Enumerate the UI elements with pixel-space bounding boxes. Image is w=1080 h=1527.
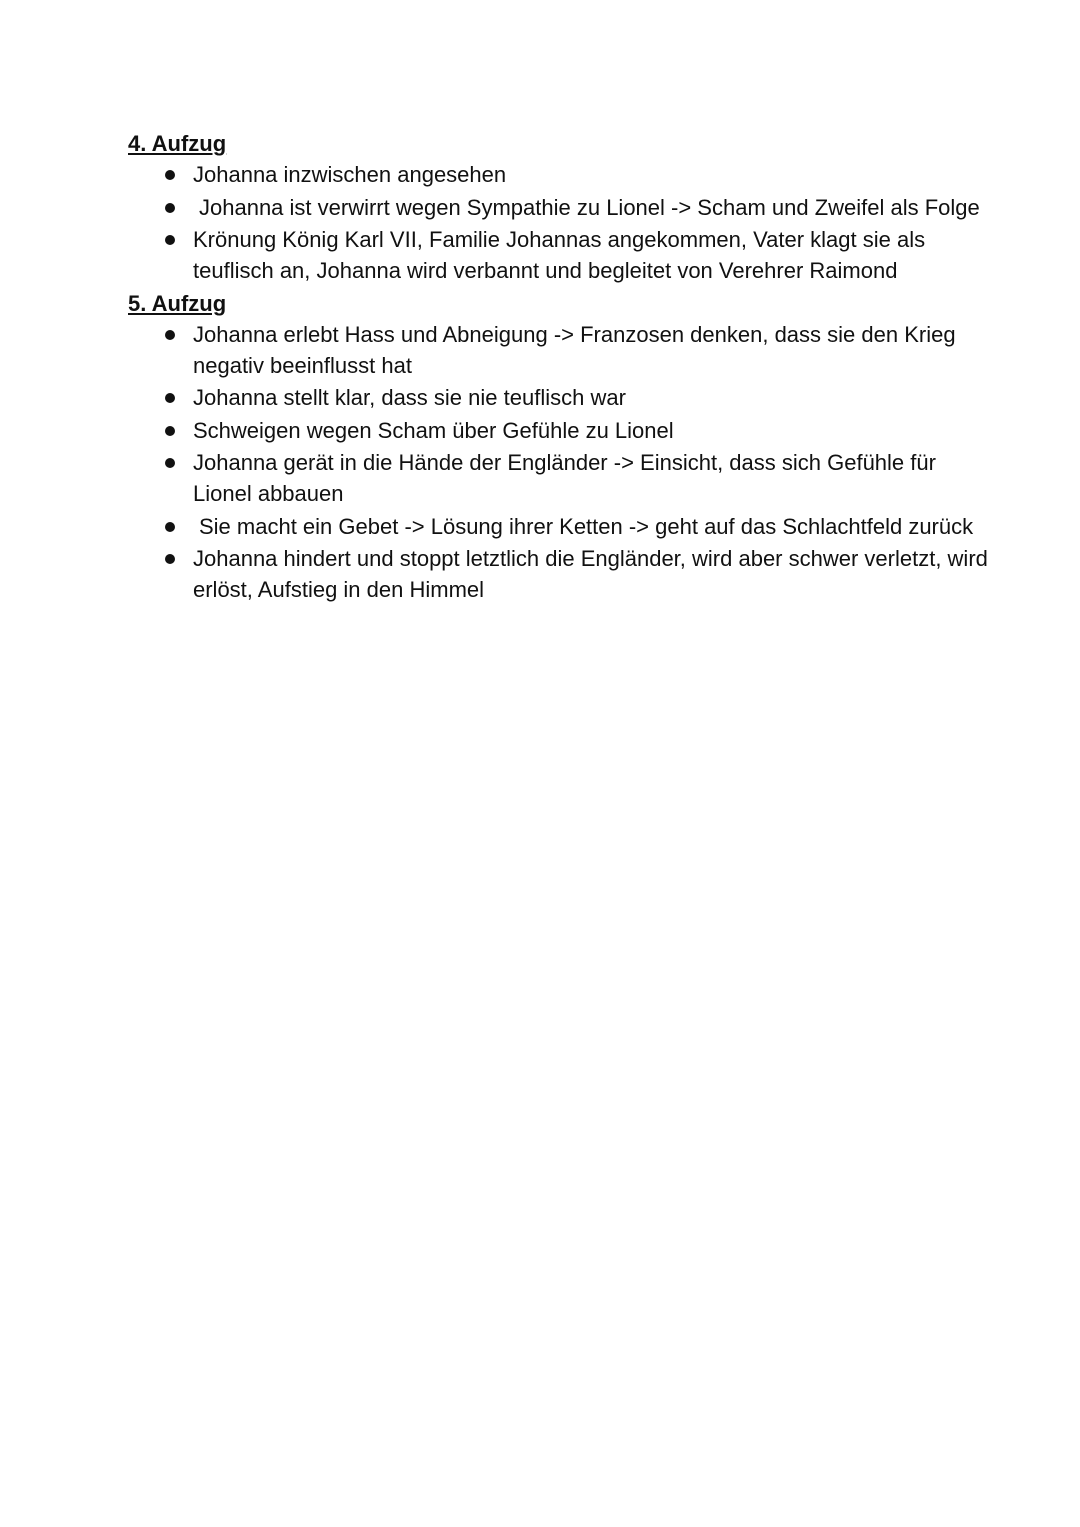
list-item-text: Sie macht ein Gebet -> Lösung ihrer Ketten -> geht auf das Schlachtfeld zurück <box>199 513 974 539</box>
list-item-text: Schweigen wegen Scham über Gefühle zu Lionel <box>193 417 674 443</box>
section-heading-aufzug-5: 5. Aufzug <box>128 290 227 316</box>
bullet-icon <box>165 170 175 180</box>
list-item <box>193 192 988 223</box>
list-item <box>193 511 988 542</box>
section-heading-aufzug-4: 4. Aufzug <box>128 131 227 156</box>
bullet-icon <box>165 330 175 340</box>
bullet-icon <box>165 235 175 245</box>
bullet-icon <box>165 393 175 403</box>
list-item-text: Johanna hindert und stoppt letztlich die Engländer, wird aber schwer verletzt, wird erlöst, Aufstieg in den Himmel <box>193 546 988 602</box>
list-item <box>193 319 988 381</box>
bullet-icon <box>165 458 175 468</box>
list-item <box>193 447 988 509</box>
list-item <box>193 382 988 413</box>
list-item <box>193 159 988 190</box>
bullet-icon <box>165 522 175 532</box>
list-item-text: Krönung König Karl VII, Familie Johannas angekommen, Vater klagt sie als teuflisch an, Johanna wird verbannt und begleitet von Verehrer Raimond <box>193 227 926 283</box>
list-item-text: Johanna inzwischen angesehen <box>193 162 507 187</box>
section-list-aufzug-4 <box>128 159 988 286</box>
list-item-text: Johanna erlebt Hass und Abneigung -> Franzosen denken, dass sie den Krieg negativ beeinflusst hat <box>193 321 956 378</box>
list-item <box>193 224 988 286</box>
list-item <box>193 543 988 605</box>
list-item-text: Johanna stellt klar, dass sie nie teuflisch war <box>193 385 626 410</box>
bullet-icon <box>165 203 175 213</box>
document-content <box>128 128 988 607</box>
section-list-aufzug-5 <box>128 319 988 606</box>
bullet-icon <box>165 426 175 436</box>
list-item-text: Johanna ist verwirrt wegen Sympathie zu Lionel -> Scham und Zweifel als Folge <box>199 194 980 220</box>
list-item <box>193 415 988 446</box>
bullet-icon <box>165 554 175 564</box>
list-item-text: Johanna gerät in die Hände der Engländer -> Einsicht, dass sich Gefühle für Lionel abbauen <box>193 450 936 506</box>
